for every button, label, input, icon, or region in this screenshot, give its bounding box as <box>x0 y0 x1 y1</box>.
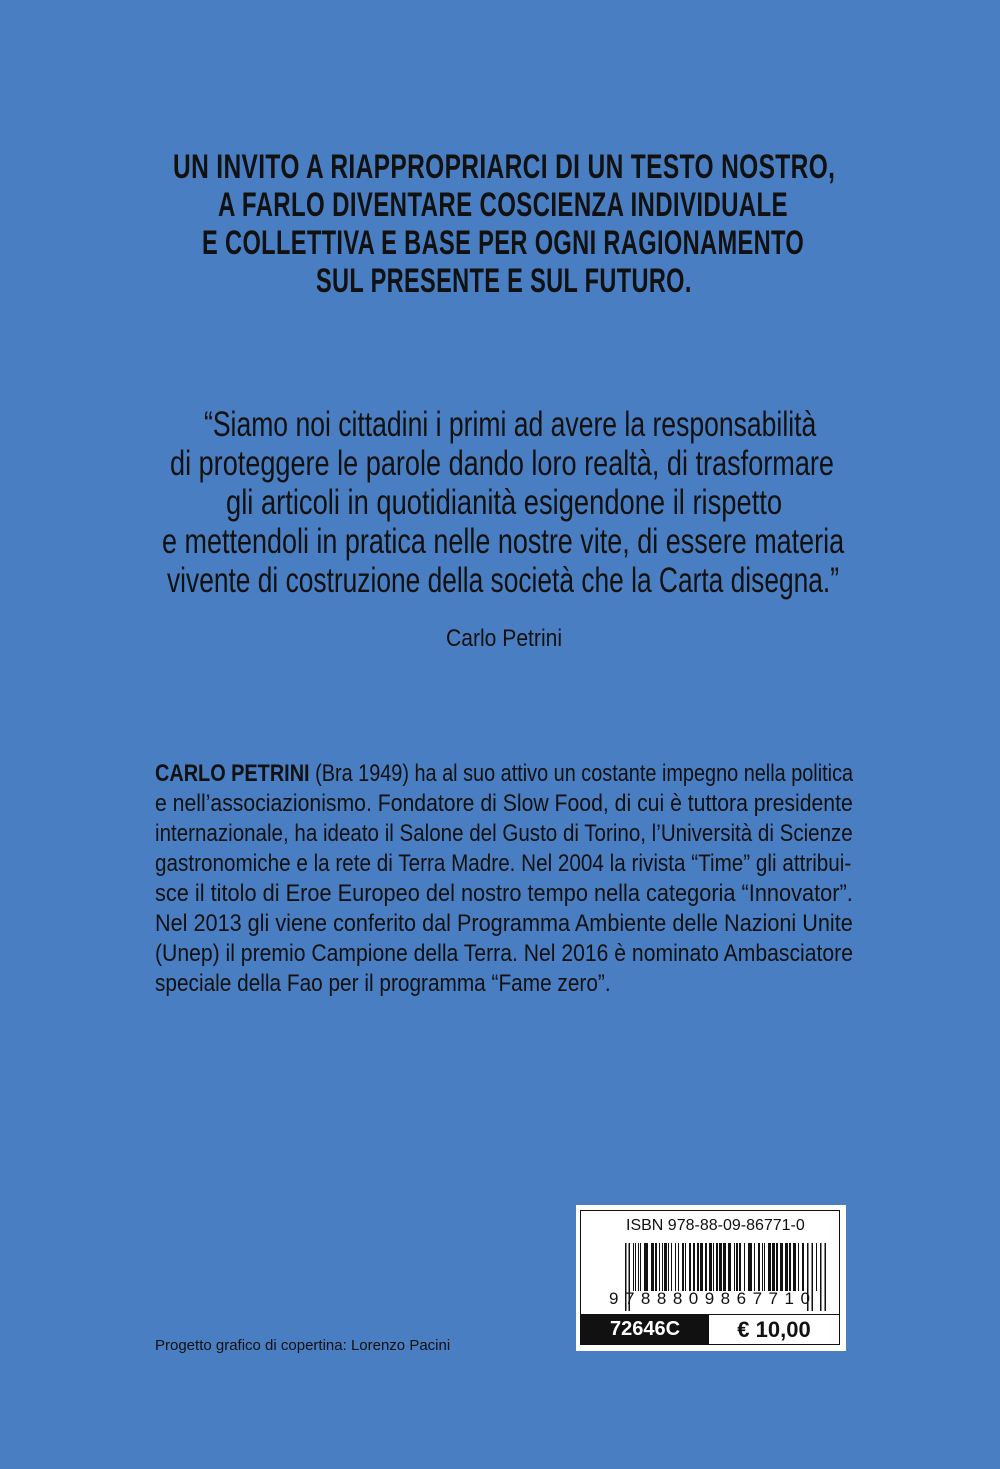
barcode-bar <box>633 1243 634 1291</box>
barcode-bar <box>693 1243 695 1291</box>
barcode-bar <box>785 1243 788 1291</box>
barcode-bar <box>655 1243 657 1291</box>
barcode-bar <box>816 1243 817 1291</box>
quote-line: e mettendoli in pratica nelle nostre vite, di essere materia <box>162 522 845 561</box>
barcode-bar <box>716 1243 718 1291</box>
barcode-bar <box>802 1243 804 1291</box>
bio-name: CARLO PETRINI <box>155 760 310 787</box>
bio-line: Nel 2013 gli viene conferito dal Programma Ambiente delle Nazioni Unite <box>155 910 853 937</box>
barcode-bar <box>709 1243 712 1291</box>
barcode-bar <box>772 1243 775 1291</box>
barcode-bar <box>719 1243 722 1291</box>
barcode-bar <box>789 1243 791 1291</box>
product-code: 72646C <box>581 1314 709 1344</box>
barcode-bar <box>689 1243 691 1291</box>
barcode-bar <box>764 1243 765 1291</box>
barcode-bar <box>780 1243 783 1291</box>
headline-line: E COLLETTIVA E BASE PER OGNI RAGIONAMENTO <box>202 224 805 262</box>
bio-line: (Unep) il premio Campione della Terra. Nel 2016 è nominato Ambasciatore <box>155 940 853 967</box>
barcode-bar <box>758 1243 760 1291</box>
barcode-bar <box>697 1243 699 1291</box>
barcode-bar <box>739 1243 741 1291</box>
quote-line: gli articoli in quotidianità esigendone il rispetto <box>226 483 783 522</box>
barcode-bar <box>678 1243 679 1291</box>
headline-line: UN INVITO A RIAPPROPRIARCI DI UN TESTO NOSTRO, <box>173 148 836 186</box>
barcode-bar <box>713 1243 714 1291</box>
bio-line <box>155 760 853 788</box>
barcode-bar <box>662 1243 663 1291</box>
barcode-bar <box>659 1243 660 1291</box>
barcode-bar <box>682 1243 684 1291</box>
barcode-bar <box>798 1243 799 1291</box>
barcode-bar <box>675 1243 676 1291</box>
quote-line: “Siamo noi cittadini i primi ad avere la responsabilità <box>204 405 817 444</box>
barcode-bar <box>820 1243 822 1311</box>
barcode-bar <box>748 1243 752 1291</box>
barcode-bar <box>700 1243 703 1291</box>
barcode-bar <box>728 1243 731 1291</box>
barcode-bar <box>734 1243 735 1291</box>
barcode-bar <box>635 1243 636 1291</box>
barcode-digits: 9788809867710 <box>609 1289 817 1308</box>
barcode-bar <box>744 1243 745 1291</box>
design-credit: Progetto grafico di copertina: Lorenzo Pacini <box>155 1337 451 1354</box>
barcode-bar <box>754 1243 755 1291</box>
barcode-bar <box>736 1243 738 1291</box>
bio-line: sce il titolo di Eroe Europeo del nostro tempo nella categoria “Innovator”. <box>155 880 853 907</box>
bio-line: speciale della Fao per il programma “Fame zero”. <box>155 970 611 997</box>
barcode-bar <box>651 1243 654 1291</box>
barcode-bar <box>825 1243 827 1311</box>
quote-line: di proteggere le parole dando loro realtà, di trasformare <box>170 444 834 483</box>
barcode-label <box>576 1205 846 1351</box>
barcode-bar <box>668 1243 669 1291</box>
barcode-bar <box>638 1243 639 1291</box>
barcode-bar <box>685 1243 686 1291</box>
isbn-text: ISBN 978-88-09-86771-0 <box>626 1217 805 1234</box>
quote-author: Carlo Petrini <box>446 625 563 652</box>
barcode-bar <box>793 1243 796 1291</box>
bio-text: (Bra 1949) ha al suo attivo un costante impegno nella politica <box>309 760 854 787</box>
barcode-bar <box>776 1243 778 1291</box>
headline-line: SUL PRESENTE E SUL FUTURO. <box>316 262 692 300</box>
barcode-bar <box>664 1243 667 1291</box>
barcode-bar <box>762 1243 763 1291</box>
quote-line: vivente di costruzione della società che la Carta disegna.” <box>167 561 839 600</box>
barcode-bar <box>644 1243 648 1291</box>
price: € 10,00 <box>709 1314 839 1344</box>
bio-line: gastronomiche e la rete di Terra Madre. Nel 2004 la rivista “Time” gli attribui- <box>155 850 852 877</box>
headline-line: A FARLO DIVENTARE COSCIENZA INDIVIDUALE <box>218 186 788 224</box>
bio-line: internazionale, ha ideato il Salone del Gusto di Torino, l’Università di Scienze <box>155 820 853 847</box>
barcode-bar <box>640 1243 641 1291</box>
barcode-bar <box>705 1243 707 1291</box>
barcode-bar <box>768 1243 771 1291</box>
barcode-bar <box>723 1243 726 1291</box>
barcode-bar <box>671 1243 672 1291</box>
bio-line: e nell’associazionismo. Fondatore di Slow Food, di cui è tuttora presidente <box>155 790 853 817</box>
